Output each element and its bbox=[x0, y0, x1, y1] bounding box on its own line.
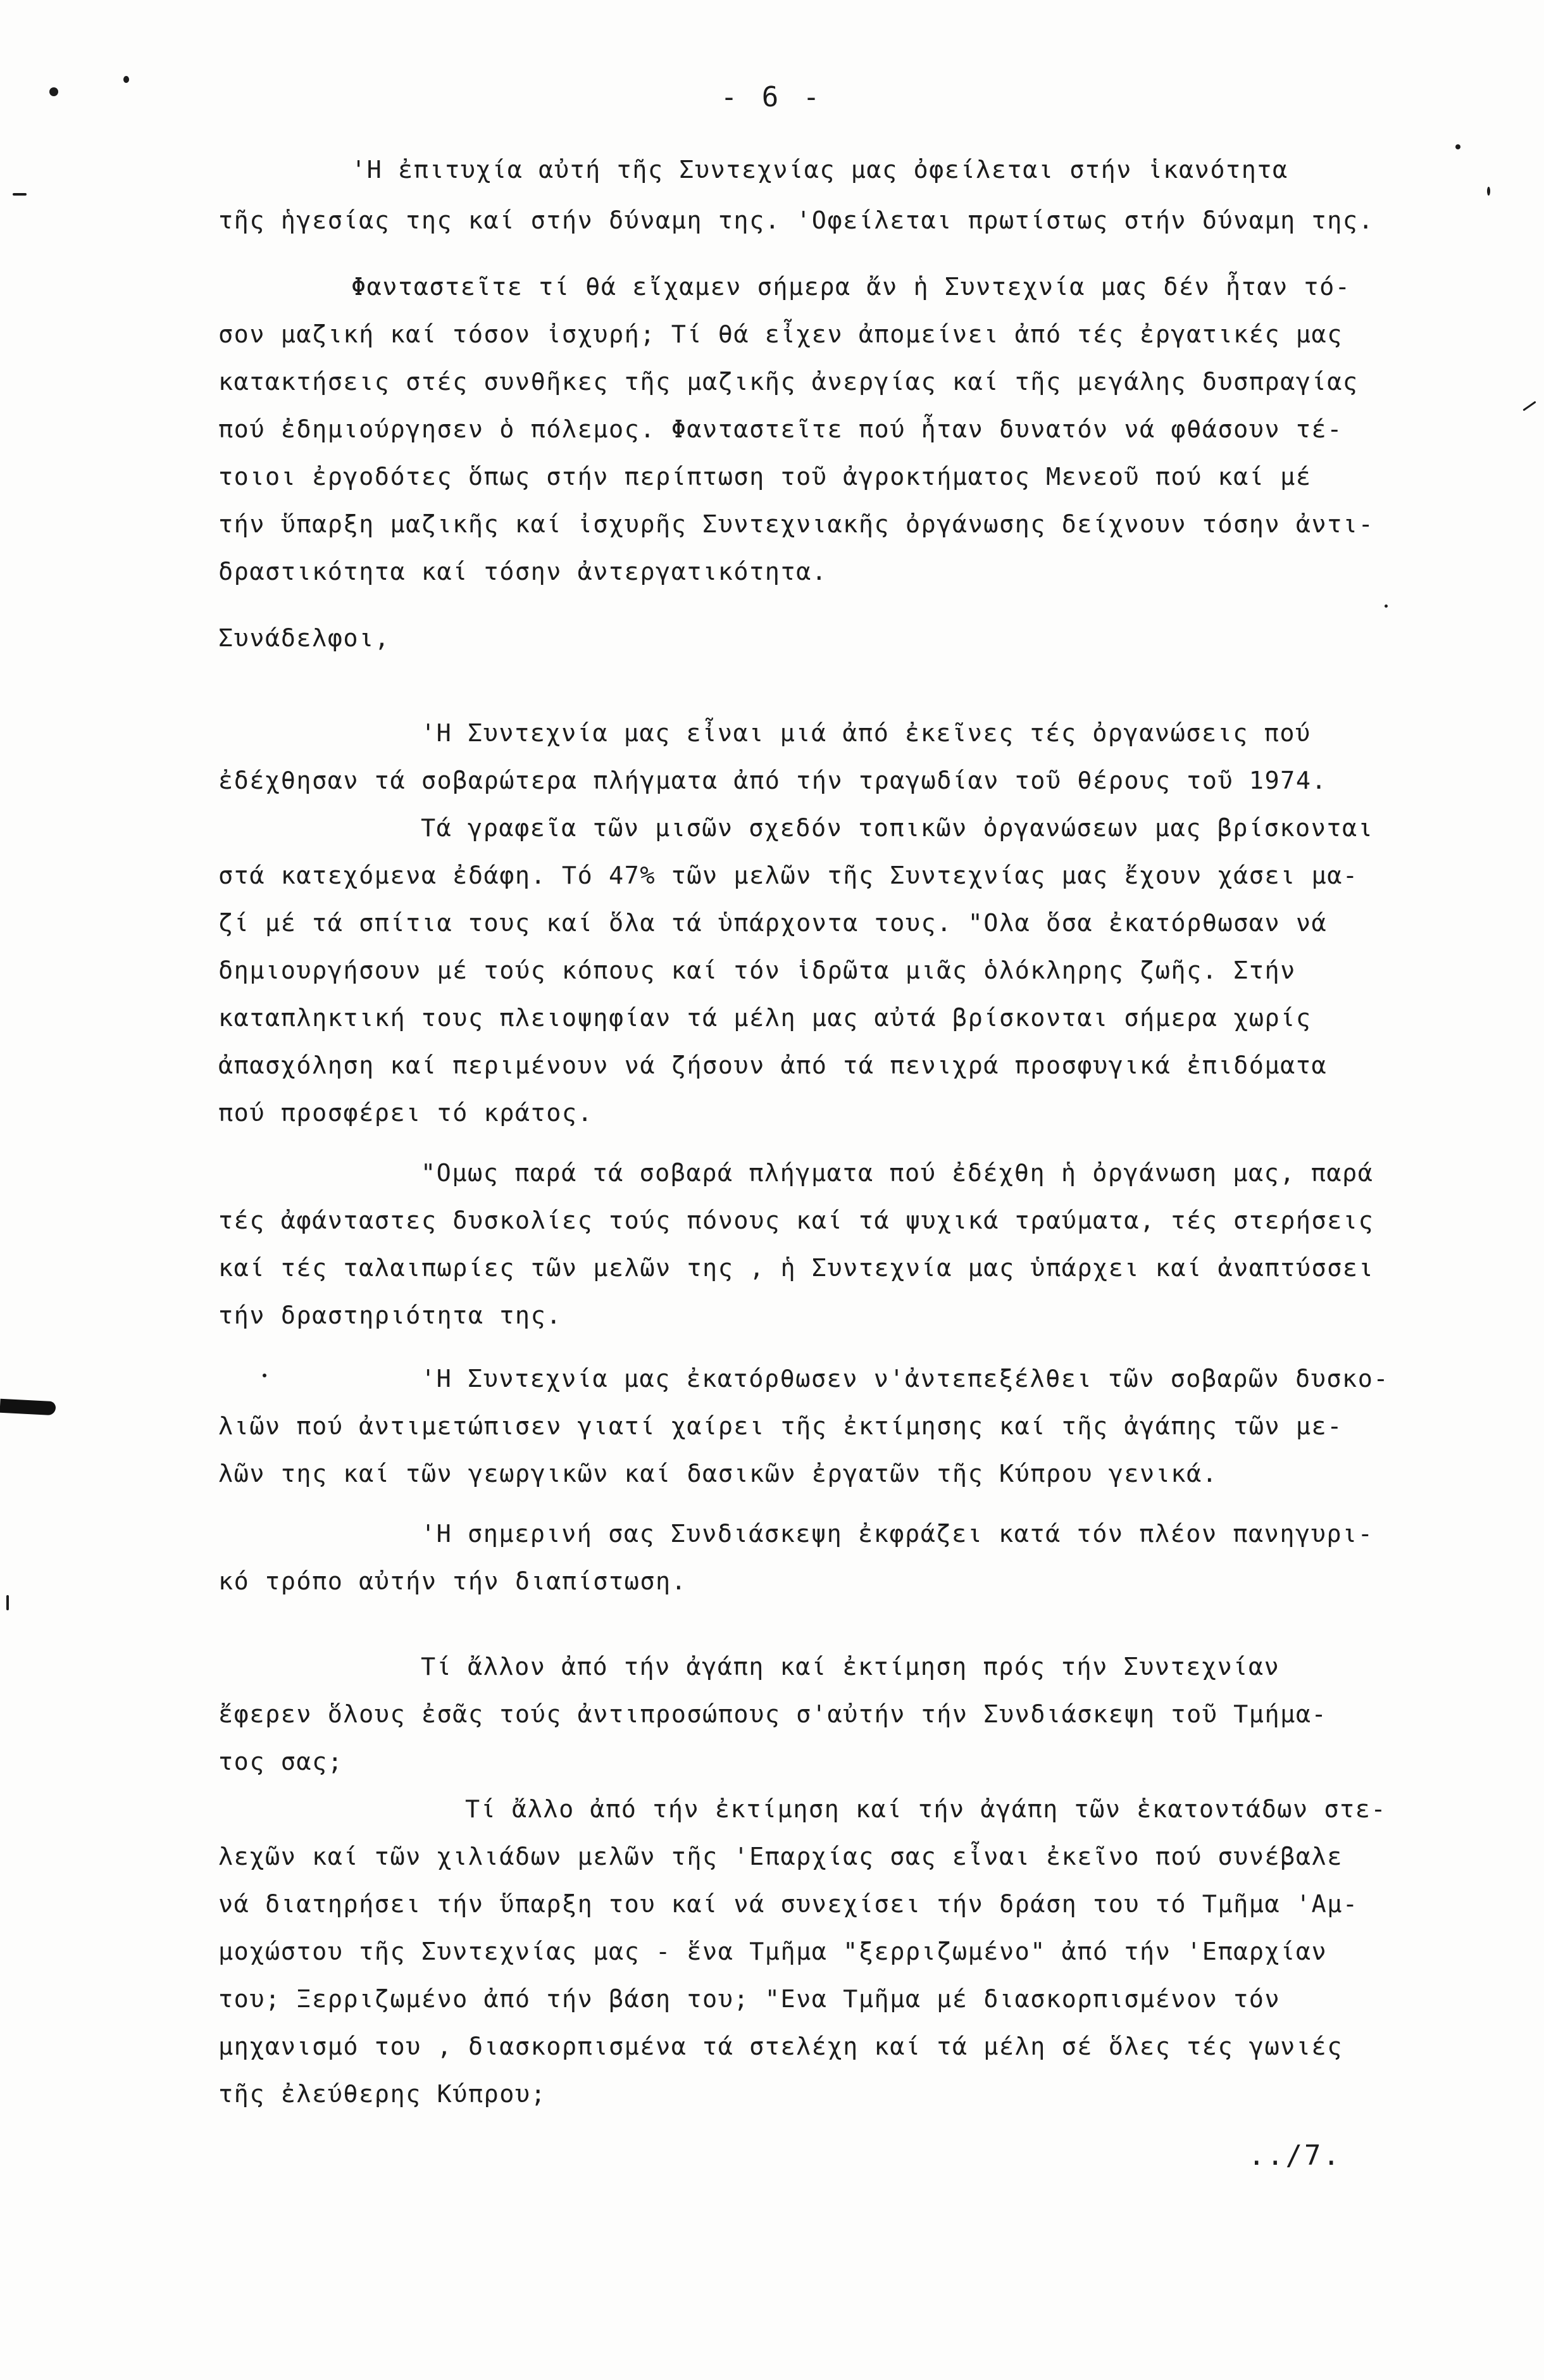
text-line: τές ἀφάνταστες δυσκολίες τούς πόνους καί τά ψυχικά τραύματα, τές στερήσεις bbox=[218, 1206, 1374, 1235]
continuation-marker: ../7. bbox=[1248, 2139, 1342, 2172]
scan-speck bbox=[1522, 401, 1536, 411]
text-line: τῆς ἡγεσίας της καί στήν δύναμη της. 'Οφείλεται πρωτίστως στήν δύναμη της. bbox=[218, 206, 1374, 235]
text-line: λεχῶν καί τῶν χιλιάδων μελῶν τῆς 'Επαρχίας σας εἶναι ἐκεῖνο πού συνέβαλε bbox=[218, 1843, 1343, 1871]
scan-speck bbox=[1487, 187, 1490, 196]
text-line: στά κατεχόμενα ἐδάφη. Τό 47% τῶν μελῶν τῆς Συντεχνίας μας ἔχουν χάσει μα- bbox=[218, 861, 1359, 890]
text-line: τήν ὕπαρξη μαζικῆς καί ἰσχυρῆς Συντεχνιακῆς ὀργάνωσης δείχνουν τόσην ἀντι- bbox=[218, 510, 1374, 539]
text-line: τῆς ἐλεύθερης Κύπρου; bbox=[218, 2080, 547, 2108]
text-line: 'Η Συντεχνία μας εἶναι μιά ἀπό ἐκεῖνες τές ὀργανώσεις πού bbox=[421, 719, 1311, 748]
text-line: λιῶν πού ἀντιμετώπισεν γιατί χαίρει τῆς ἐκτίμησης καί τῆς ἀγάπης τῶν με- bbox=[218, 1412, 1343, 1441]
scan-speck bbox=[263, 1374, 266, 1377]
scan-speck bbox=[13, 193, 27, 196]
scan-speck bbox=[6, 1595, 9, 1610]
text-line: "Ομως παρά τά σοβαρά πλήγματα πού ἐδέχθη ἡ ὀργάνωση μας, παρά bbox=[421, 1159, 1374, 1187]
text-line: καταπληκτική τους πλειοψηφίαν τά μέλη μας αὐτά βρίσκονται σήμερα χωρίς bbox=[218, 1004, 1312, 1032]
text-line: κό τρόπο αὐτήν τήν διαπίστωση. bbox=[218, 1567, 687, 1596]
text-line: σον μαζική καί τόσον ἰσχυρή; Τί θά εἶχεν ἀπομείνει ἀπό τές ἐργατικές μας bbox=[218, 320, 1343, 349]
text-line: ζί μέ τά σπίτια τους καί ὅλα τά ὑπάρχοντα τους. "Ολα ὅσα ἐκατόρθωσαν νά bbox=[218, 909, 1328, 937]
scan-speck bbox=[123, 76, 129, 83]
text-line: του; Ξερριζωμένο ἀπό τήν βάση του; "Ενα Τμῆμα μέ διασκορπισμένον τόν bbox=[218, 1985, 1281, 2014]
text-line: Τί ἄλλο ἀπό τήν ἐκτίμηση καί τήν ἀγάπη τῶν ἑκατοντάδων στε- bbox=[465, 1795, 1387, 1824]
text-line: δημιουργήσουν μέ τούς κόπους καί τόν ἱδρῶτα μιᾶς ὁλόκληρης ζωῆς. Στήν bbox=[218, 956, 1296, 985]
text-line: μοχώστου τῆς Συντεχνίας μας - ἕνα Τμῆμα "ξερριζωμένο" ἀπό τήν 'Επαρχίαν bbox=[218, 1938, 1328, 1966]
text-line: καί τές ταλαιπωρίες τῶν μελῶν της , ἡ Συντεχνία μας ὑπάρχει καί ἀναπτύσσει bbox=[218, 1254, 1374, 1282]
text-line: ἐδέχθησαν τά σοβαρώτερα πλήγματα ἀπό τήν τραγωδίαν τοῦ θέρους τοῦ 1974. bbox=[218, 767, 1328, 795]
text-line: Φανταστεῖτε τί θά εἴχαμεν σήμερα ἄν ἡ Συντεχνία μας δέν ἦταν τό- bbox=[351, 273, 1351, 301]
page-number: - 6 - bbox=[720, 81, 824, 113]
text-line: τος σας; bbox=[218, 1748, 344, 1776]
scan-speck bbox=[1385, 604, 1388, 608]
text-line: Τά γραφεῖα τῶν μισῶν σχεδόν τοπικῶν ὀργανώσεων μας βρίσκονται bbox=[421, 814, 1374, 842]
text-line: μηχανισμό του , διασκορπισμένα τά στελέχη καί τά μέλη σέ ὅλες τές γωνιές bbox=[218, 2032, 1343, 2061]
text-line: τοιοι ἐργοδότες ὅπως στήν περίπτωση τοῦ ἀγροκτήματος Μενεοῦ πού καί μέ bbox=[218, 463, 1312, 491]
binding-shadow bbox=[0, 1399, 56, 1416]
text-line: 'Η σημερινή σας Συνδιάσκεψη ἐκφράζει κατά τόν πλέον πανηγυρι- bbox=[421, 1520, 1374, 1548]
scan-speck bbox=[49, 87, 58, 96]
text-line: ἀπασχόληση καί περιμένουν νά ζήσουν ἀπό τά πενιχρά προσφυγικά ἐπιδόματα bbox=[218, 1051, 1328, 1080]
salutation: Συνάδελφοι, bbox=[218, 624, 390, 653]
scan-speck bbox=[1455, 144, 1460, 149]
text-line: δραστικότητα καί τόσην ἀντεργατικότητα. bbox=[218, 558, 828, 586]
text-line: 'Η ἐπιτυχία αὐτή τῆς Συντεχνίας μας ὀφείλεται στήν ἱκανότητα bbox=[351, 156, 1288, 184]
text-line: τήν δραστηριότητα της. bbox=[218, 1301, 562, 1330]
text-line: Τί ἄλλον ἀπό τήν ἀγάπη καί ἐκτίμηση πρός τήν Συντεχνίαν bbox=[421, 1653, 1280, 1681]
text-line: 'Η Συντεχνία μας ἐκατόρθωσεν ν'ἀντεπεξέλθει τῶν σοβαρῶν δυσκο- bbox=[421, 1365, 1390, 1393]
text-line: νά διατηρήσει τήν ὕπαρξη του καί νά συνεχίσει τήν δράση του τό Τμῆμα 'Αμ- bbox=[218, 1890, 1359, 1919]
text-line: λῶν της καί τῶν γεωργικῶν καί δασικῶν ἐργατῶν τῆς Κύπρου γενικά. bbox=[218, 1460, 1218, 1488]
text-line: πού προσφέρει τό κράτος. bbox=[218, 1099, 594, 1127]
text-line: ἔφερεν ὅλους ἐσᾶς τούς ἀντιπροσώπους σ'αὐτήν τήν Συνδιάσκεψη τοῦ Τμήμα- bbox=[218, 1700, 1328, 1729]
text-line: κατακτήσεις στές συνθῆκες τῆς μαζικῆς ἀνεργίας καί τῆς μεγάλης δυσπραγίας bbox=[218, 368, 1359, 396]
text-line: πού ἐδημιούργησεν ὁ πόλεμος. Φανταστεῖτε πού ἦταν δυνατόν νά φθάσουν τέ- bbox=[218, 415, 1343, 444]
